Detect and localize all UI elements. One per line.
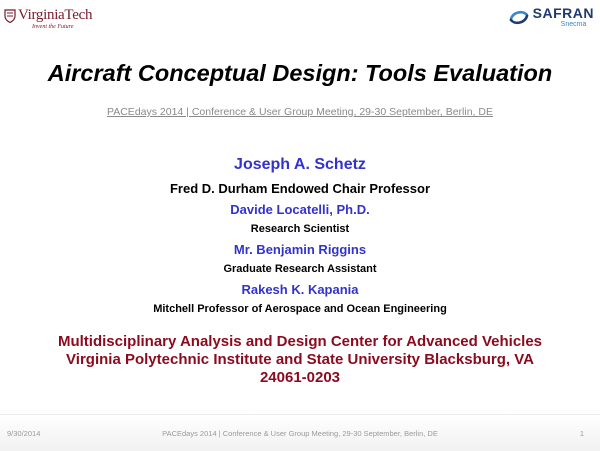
author-role: Fred D. Durham Endowed Chair Professor xyxy=(169,181,431,196)
virginia-tech-logo xyxy=(4,8,92,36)
shield-icon xyxy=(4,9,16,23)
author-name: Joseph A. Schetz xyxy=(234,156,366,173)
affiliation-line: Multidisciplinary Analysis and Design Center for Advanced Vehicles xyxy=(57,333,543,350)
safran-logo-sub: Snecma xyxy=(560,21,587,28)
safran-swirl-icon xyxy=(508,6,530,28)
safran-logo-name: SAFRAN xyxy=(532,5,594,21)
author-name: Rakesh K. Kapania xyxy=(241,282,359,297)
conference-link[interactable]: PACEdays 2014 | Conference & User Group Meeting, 29-30 September, Berlin, DE xyxy=(107,106,493,118)
author-name: Davide Locatelli, Ph.D. xyxy=(230,202,370,217)
page-number: 1 xyxy=(579,429,584,438)
author-list xyxy=(0,157,600,315)
footer-conference: PACEdays 2014 | Conference & User Group Meeting, 29-30 September, Berlin, DE xyxy=(162,429,438,438)
author-role: Mitchell Professor of Aerospace and Ocean Engineering xyxy=(153,303,447,315)
author-role: Graduate Research Assistant xyxy=(223,263,377,275)
safran-logo xyxy=(508,6,594,28)
slide-title: Aircraft Conceptual Design: Tools Evaluation xyxy=(47,60,553,86)
author-role: Research Scientist xyxy=(250,223,350,235)
affiliation-line: 24061-0203 xyxy=(259,369,341,386)
affiliation-line: Virginia Polytechnic Institute and State University Blacksburg, VA xyxy=(66,351,534,368)
vt-logo-tagline: Invent the Future xyxy=(32,24,74,30)
slide-footer xyxy=(0,414,600,451)
affiliation-block xyxy=(0,333,600,387)
vt-logo-name: VirginiaTech xyxy=(18,7,93,23)
author-name: Mr. Benjamin Riggins xyxy=(233,242,367,257)
footer-date: 9/30/2014 xyxy=(7,429,41,438)
